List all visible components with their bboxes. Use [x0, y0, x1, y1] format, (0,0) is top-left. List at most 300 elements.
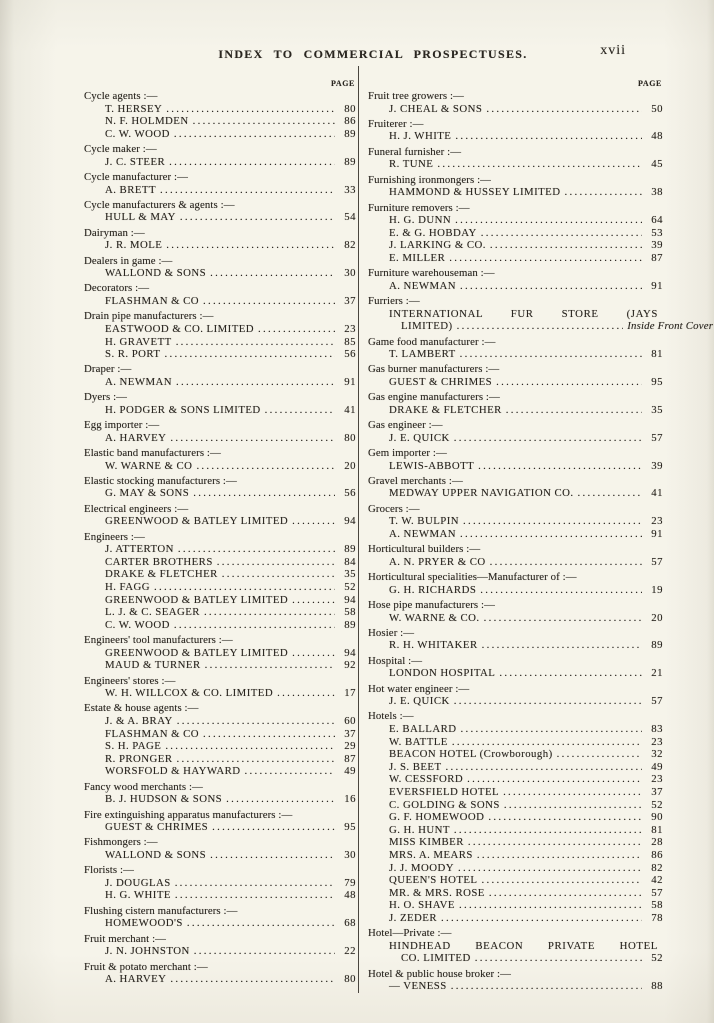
page-number: 48 [651, 130, 663, 143]
entry-name: H. FAGG [105, 581, 150, 593]
index-entry [84, 945, 356, 958]
dot-leader [482, 639, 642, 652]
dot-leader [578, 487, 642, 500]
index-entry [84, 184, 356, 197]
index-section [368, 627, 663, 652]
category-heading: Fruit & potato merchant :— [84, 960, 208, 973]
category-heading: Furnishing ironmongers :— [368, 173, 492, 186]
page-number: 23 [344, 322, 356, 335]
entry-name: MEDWAY UPPER NAVIGATION CO. [389, 487, 574, 500]
dot-leader [203, 728, 335, 741]
page-number: 83 [651, 723, 663, 736]
index-entry [84, 336, 356, 349]
index-entry [84, 619, 356, 632]
page-number: 38 [651, 186, 663, 199]
dot-leader [210, 267, 335, 280]
category-heading: Game food manufacturer :— [368, 335, 496, 348]
dot-leader [160, 184, 335, 197]
entry-name: C. W. WOOD [105, 618, 170, 631]
index-entry [368, 695, 663, 708]
category-heading: Elastic stocking manufacturers :— [84, 474, 237, 487]
index-entry [368, 432, 663, 445]
index-section [368, 90, 663, 115]
index-content [84, 66, 714, 993]
index-section [84, 933, 356, 958]
index-entry [368, 912, 663, 925]
page-number: 33 [344, 183, 356, 196]
page-number: 41 [651, 487, 663, 500]
index-entry [368, 130, 663, 143]
index-entry [84, 659, 356, 672]
index-section [84, 634, 356, 672]
index-entry [368, 515, 663, 528]
dot-leader [258, 323, 335, 336]
index-entry [368, 307, 714, 333]
index-entry [368, 723, 663, 736]
dot-leader [455, 214, 642, 227]
entry-name: FLASHMAN & CO [105, 727, 200, 740]
page-number: 82 [344, 239, 356, 252]
index-entry [84, 753, 356, 766]
index-entry [84, 348, 356, 361]
page-number: 52 [651, 798, 663, 811]
index-entry [368, 186, 663, 199]
page-number: 57 [651, 886, 663, 899]
page-number: 94 [344, 646, 356, 659]
index-section [368, 336, 663, 361]
index-entry [368, 612, 663, 625]
index-entry [84, 487, 356, 500]
category-heading: Engineers' stores :— [84, 674, 176, 687]
index-entry [368, 404, 663, 417]
index-section [84, 503, 356, 528]
dot-leader [265, 404, 335, 417]
page-number: 90 [651, 811, 663, 824]
index-entry [84, 267, 356, 280]
entry-name: J. LARKING & CO. [389, 239, 486, 252]
page-number: 94 [344, 515, 356, 528]
page-number: 20 [651, 611, 663, 624]
dot-leader [468, 836, 642, 849]
entry-name: H. PODGER & SONS LIMITED [105, 403, 261, 416]
entry-name: W. WARNE & CO. [389, 611, 480, 624]
entry-name: W. CESSFORD [389, 773, 464, 786]
category-heading: Cycle manufacturer :— [84, 170, 189, 183]
index-section [84, 391, 356, 416]
dot-leader [458, 862, 642, 875]
dot-leader [460, 723, 642, 736]
dot-leader [176, 336, 335, 349]
category-heading: Cycle manufacturers & agents :— [84, 198, 235, 211]
dot-leader [460, 280, 642, 293]
dot-leader [459, 899, 642, 912]
page-number: 80 [344, 102, 356, 115]
index-entry [84, 128, 356, 141]
entry-name: E. BALLARD [389, 723, 457, 736]
category-heading: Gravel merchants :— [368, 474, 463, 487]
index-entry [368, 773, 663, 786]
dot-leader [194, 945, 335, 958]
index-section [84, 227, 356, 252]
index-entry [84, 515, 356, 528]
page-number: 64 [651, 214, 663, 227]
page-number: 50 [651, 102, 663, 115]
page-number: 56 [344, 348, 356, 361]
entry-name: GREENWOOD & BATLEY LIMITED [105, 593, 289, 606]
dot-leader [564, 186, 642, 199]
entry-name: CARTER BROTHERS [105, 555, 213, 568]
entry-name: FLASHMAN & CO [105, 295, 200, 308]
index-entry [368, 980, 663, 993]
dot-leader [203, 295, 335, 308]
page-number: 81 [651, 823, 663, 836]
category-heading: Hose pipe manufacturers :— [368, 598, 496, 611]
index-entry [368, 584, 663, 597]
dot-leader [506, 404, 642, 417]
dot-leader [170, 432, 335, 445]
dot-leader [481, 874, 642, 887]
dot-leader [292, 515, 335, 528]
dot-leader [165, 740, 335, 753]
page-number: 56 [344, 487, 356, 500]
index-entry [84, 323, 356, 336]
entry-name-continued: LIMITED) [401, 320, 453, 333]
index-entry [368, 460, 663, 473]
page-number: 89 [344, 618, 356, 631]
entry-name: J. DOUGLAS [105, 876, 171, 889]
dot-leader [226, 793, 335, 806]
page-number: 57 [651, 555, 663, 568]
dot-leader [467, 773, 642, 786]
entry-name: GUEST & CHRIMES [389, 375, 493, 388]
dot-leader [451, 980, 642, 993]
category-heading: Fishmongers :— [84, 836, 158, 849]
page-number: 89 [651, 639, 663, 652]
entry-name: R. PRONGER [105, 752, 173, 765]
page-number: 32 [651, 748, 663, 761]
dot-leader [463, 515, 642, 528]
category-heading: Horticultural specialities—Manufacturer of :— [368, 571, 577, 584]
page-number: 53 [651, 226, 663, 239]
dot-leader [449, 252, 642, 265]
entry-name: MRS. A. MEARS [389, 849, 473, 861]
category-heading: Grocers :— [368, 502, 420, 515]
page-number: 92 [344, 659, 356, 672]
page-number: 42 [651, 874, 663, 887]
index-entry [84, 765, 356, 778]
entry-name: GREENWOOD & BATLEY LIMITED [105, 646, 289, 659]
entry-name: A. HARVEY [105, 973, 167, 986]
page-number: 48 [344, 889, 356, 902]
category-heading: Gas burner manufacturers :— [368, 363, 500, 376]
index-entry [84, 849, 356, 862]
entry-name: H. G. DUNN [389, 214, 452, 227]
category-heading: Engineers :— [84, 530, 145, 543]
index-section [84, 781, 356, 806]
entry-name: W. H. WILLCOX & CO. LIMITED [105, 687, 274, 700]
dot-leader [169, 156, 335, 169]
index-section [368, 118, 663, 143]
dot-leader [437, 158, 642, 171]
entry-name: QUEEN'S HOTEL [389, 874, 478, 887]
index-entry [368, 811, 663, 824]
category-heading: Furriers :— [368, 295, 420, 308]
page-number: 21 [651, 667, 663, 680]
entry-name: J. E. QUICK [389, 431, 450, 444]
category-heading: Elastic band manufacturers :— [84, 447, 221, 459]
index-entry [84, 404, 356, 417]
page-number: 58 [651, 899, 663, 912]
page-number: 89 [344, 155, 356, 168]
entry-name: A. HARVEY [105, 431, 167, 444]
entry-name: HAMMOND & HUSSEY LIMITED [389, 186, 561, 199]
index-entry [84, 715, 356, 728]
index-entry [368, 824, 663, 837]
index-entry [368, 252, 663, 265]
entry-name: J. & A. BRAY [105, 715, 173, 727]
dot-leader [488, 811, 642, 824]
category-heading: Florists :— [84, 864, 134, 877]
category-heading: Gas engine manufacturers :— [368, 391, 500, 404]
entry-name: MISS KIMBER [389, 836, 464, 849]
category-heading: Cycle maker :— [84, 143, 157, 156]
dot-leader [175, 889, 335, 902]
index-entry [84, 295, 356, 308]
page-number: 89 [344, 543, 356, 556]
index-entry [84, 103, 356, 116]
entry-name: DRAKE & FLETCHER [389, 403, 502, 416]
dot-leader [477, 849, 642, 862]
page-number: 30 [344, 849, 356, 861]
page-number: 39 [651, 459, 663, 472]
category-heading: Hotel & public house broker :— [368, 967, 512, 980]
entry-name: DRAKE & FLETCHER [105, 568, 218, 581]
entry-name: A. BRETT [105, 183, 156, 196]
entry-name: J. CHEAL & SONS [389, 102, 483, 115]
dot-leader [504, 799, 642, 812]
dot-leader [187, 917, 335, 930]
category-heading: Fire extinguishing apparatus manufacturers :— [84, 808, 293, 821]
folio-page-number: xvii [600, 43, 626, 58]
entry-name: LEWIS-ABBOTT [389, 459, 475, 472]
dot-leader [481, 227, 642, 240]
index-section [84, 90, 356, 140]
page-number: 88 [651, 980, 663, 993]
page-number: 16 [344, 793, 356, 806]
category-heading: Dealers in game :— [84, 254, 173, 267]
index-entry [368, 280, 663, 293]
entry-name: MAUD & TURNER [105, 659, 201, 672]
dot-leader [177, 753, 336, 766]
index-entry [84, 594, 356, 607]
entry-name: GUEST & CHRIMES [105, 821, 209, 834]
entry-name: J. ATTERTON [105, 543, 174, 556]
index-section [368, 503, 663, 541]
index-entry [368, 799, 663, 812]
category-heading: Hotel—Private :— [368, 927, 452, 940]
category-heading: Hot water engineer :— [368, 682, 470, 695]
index-entry [368, 862, 663, 875]
dot-leader [557, 748, 642, 761]
index-entry [84, 740, 356, 753]
page-number: 52 [344, 581, 356, 593]
column-right [358, 66, 714, 993]
page-number: 82 [651, 861, 663, 874]
index-entry [84, 376, 356, 389]
page-number: 30 [344, 267, 356, 280]
category-heading: Decorators :— [84, 282, 150, 295]
dot-leader [177, 715, 335, 728]
page-number: 23 [651, 735, 663, 748]
index-entry [84, 211, 356, 224]
index-entry [84, 917, 356, 930]
index-section [84, 171, 356, 196]
entry-name: J. N. JOHNSTON [105, 945, 190, 958]
index-section [368, 447, 663, 472]
entry-name: E. MILLER [389, 251, 446, 264]
dot-leader [454, 824, 642, 837]
page-number: 29 [344, 740, 356, 753]
category-heading: Furniture warehouseman :— [368, 267, 495, 280]
index-section [368, 543, 663, 568]
dot-leader [166, 103, 335, 116]
index-entry [368, 639, 663, 652]
index-section [84, 419, 356, 444]
entry-name: H. G. WHITE [105, 889, 171, 902]
page-number: 86 [651, 849, 663, 861]
entry-name: C. W. WOOD [105, 127, 170, 140]
page-number: 41 [344, 403, 356, 416]
index-section [84, 961, 356, 986]
entry-name: G. F. HOMEWOOD [389, 811, 485, 824]
index-entry [84, 647, 356, 660]
category-heading: Egg importer :— [84, 419, 160, 432]
page-number: 49 [651, 760, 663, 773]
page-number: 60 [344, 715, 356, 727]
index-entry [368, 227, 663, 240]
index-entry [84, 556, 356, 569]
index-entry [368, 103, 663, 116]
index-entry [84, 239, 356, 252]
page-number: 22 [344, 945, 356, 958]
index-section [84, 310, 356, 360]
entry-continuation-line [389, 320, 714, 333]
entry-name: HINDHEAD BEACON PRIVATE HOTEL [389, 939, 658, 952]
index-section [84, 531, 356, 632]
index-entry [84, 568, 356, 581]
dot-leader [475, 952, 642, 965]
page-number: 80 [344, 431, 356, 444]
page-number: 91 [651, 279, 663, 292]
index-entry [84, 606, 356, 619]
entry-name: T. LAMBERT [389, 348, 456, 361]
category-heading: Dairyman :— [84, 226, 145, 239]
dot-leader [174, 128, 335, 141]
index-entry [84, 543, 356, 556]
index-entry [368, 667, 663, 680]
index-section [84, 864, 356, 902]
index-entry [368, 487, 663, 500]
dot-leader [222, 568, 335, 581]
page-number: 95 [651, 375, 663, 388]
index-entry [84, 460, 356, 473]
index-section [368, 655, 663, 680]
index-section [368, 710, 663, 924]
category-heading: Dyers :— [84, 391, 128, 404]
index-entry [368, 899, 663, 912]
index-section [368, 927, 663, 965]
dot-leader [460, 528, 642, 541]
dot-leader [490, 239, 642, 252]
column-left [84, 66, 356, 993]
dot-leader [175, 877, 335, 890]
index-section [84, 905, 356, 930]
entry-name: C. GOLDING & SONS [389, 798, 500, 811]
index-section [84, 702, 356, 778]
page-number: 95 [344, 821, 356, 834]
index-section [368, 599, 663, 624]
entry-name: W. BATTLE [389, 735, 448, 748]
category-heading: Cycle agents :— [84, 90, 158, 102]
dot-leader [484, 612, 642, 625]
dot-leader [454, 695, 642, 708]
column-left-sections [84, 90, 356, 986]
page-number: 45 [651, 158, 663, 171]
index-section [84, 363, 356, 388]
entry-name: BEACON HOTEL (Crowborough) [389, 748, 553, 761]
entry-continuation-line [389, 952, 663, 965]
index-section [84, 675, 356, 700]
page-number: 19 [651, 583, 663, 596]
dot-leader [212, 821, 335, 834]
index-entry [84, 973, 356, 986]
dot-leader [174, 619, 335, 632]
dot-leader [277, 687, 335, 700]
entry-name: G. MAY & SONS [105, 487, 190, 500]
page-number: 35 [344, 568, 356, 581]
dot-leader [454, 432, 642, 445]
index-entry [368, 786, 663, 799]
category-heading: Drain pipe manufacturers :— [84, 310, 214, 323]
dot-leader [478, 460, 642, 473]
category-heading: Fruit tree growers :— [368, 90, 464, 102]
entry-name: WALLOND & SONS [105, 267, 207, 280]
index-entry [368, 556, 663, 569]
index-entry [368, 158, 663, 171]
dot-leader [205, 659, 335, 672]
category-heading: Fruit merchant :— [84, 932, 167, 945]
page-number: 35 [651, 403, 663, 416]
entry-name: GREENWOOD & BATLEY LIMITED [105, 515, 289, 528]
index-section [84, 809, 356, 834]
page-number: 87 [344, 752, 356, 765]
dot-leader [503, 786, 642, 799]
index-section [84, 255, 356, 280]
page-number: Inside Front Cover [627, 320, 714, 333]
index-section [84, 199, 356, 224]
index-entry [368, 887, 663, 900]
dot-leader [204, 606, 335, 619]
entry-name: INTERNATIONAL FUR STORE (JAYS [389, 307, 658, 320]
page-number: 39 [651, 239, 663, 252]
entry-name: A. NEWMAN [105, 375, 173, 388]
category-heading: Gem importer :— [368, 447, 447, 459]
page-number: 37 [344, 727, 356, 740]
page-number: 28 [651, 836, 663, 849]
dot-leader [486, 103, 642, 116]
page-number: 86 [344, 115, 356, 128]
entry-name: H. O. SHAVE [389, 899, 455, 912]
